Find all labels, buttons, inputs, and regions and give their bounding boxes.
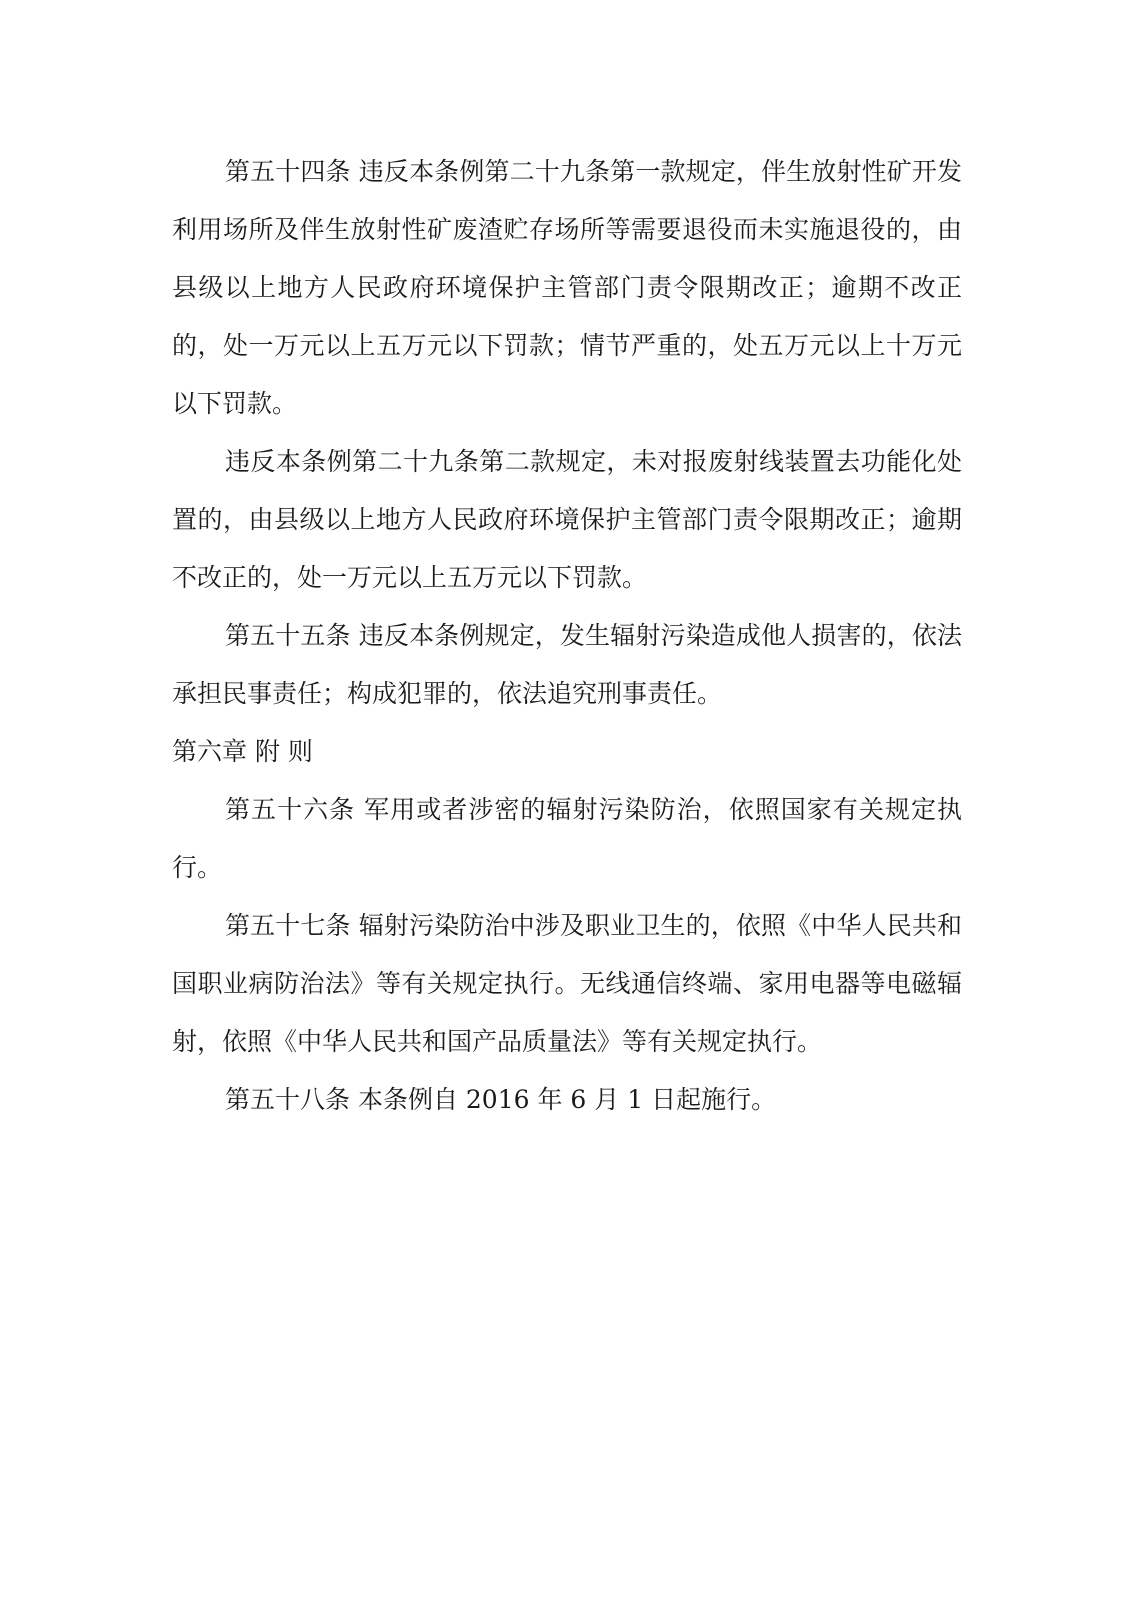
article-54-paragraph-1: 第五十四条 违反本条例第二十九条第一款规定，伴生放射性矿开发利用场所及伴生放射性矿废渣贮存场所等需要退役而未实施退役的，由县级以上地方人民政府环境保护主管部门责令限期改正；逾期不改正的，处一万元以上五万元以下罚款；情节严重的，处五万元以上十万元以下罚款。 xyxy=(172,157,962,418)
article-54-paragraph-2: 违反本条例第二十九条第二款规定，未对报废射线装置去功能化处置的，由县级以上地方人民政府环境保护主管部门责令限期改正；逾期不改正的，处一万元以上五万元以下罚款。 xyxy=(172,447,962,592)
article-56-paragraph: 第五十六条 军用或者涉密的辐射污染防治，依照国家有关规定执行。 xyxy=(172,795,962,882)
article-55-paragraph: 第五十五条 违反本条例规定，发生辐射污染造成他人损害的，依法承担民事责任；构成犯罪的，依法追究刑事责任。 xyxy=(172,621,962,708)
chapter-heading: 第六章 附 则 xyxy=(172,737,313,766)
article-58-paragraph: 第五十八条 本条例自 2016 年 6 月 1 日起施行。 xyxy=(225,1085,777,1114)
article-57-paragraph: 第五十七条 辐射污染防治中涉及职业卫生的，依照《中华人民共和国职业病防治法》等有关规定执行。无线通信终端、家用电器等电磁辐射，依照《中华人民共和国产品质量法》等有关规定执行。 xyxy=(172,911,962,1056)
document-body xyxy=(172,143,962,1129)
